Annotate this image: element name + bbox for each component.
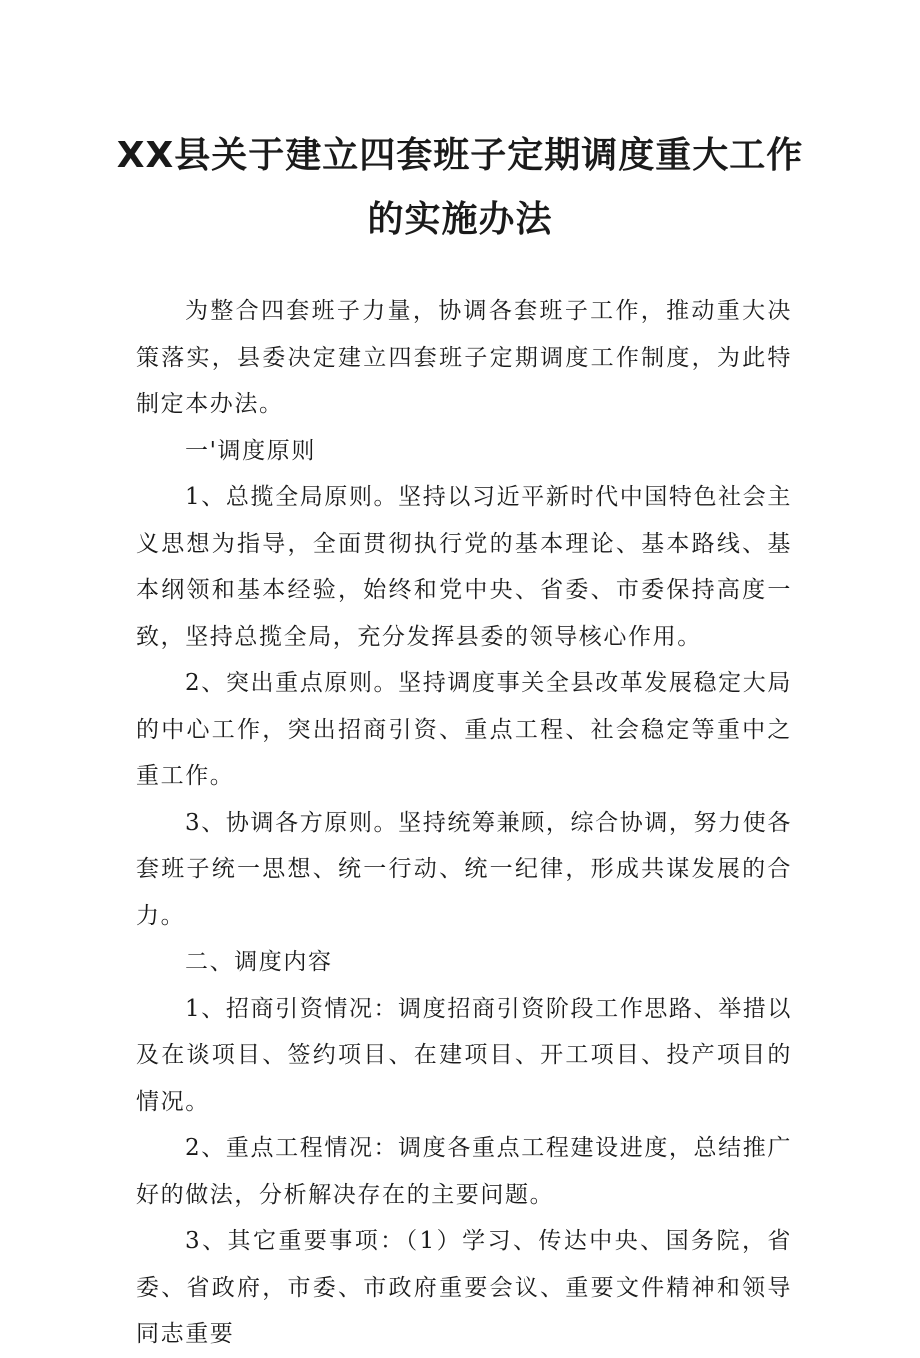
section-1-item-2: 2、突出重点原则。坚持调度事关全县改革发展稳定大局的中心工作，突出招商引资、重点工程、社会稳定等重中之重工作。	[136, 670, 792, 789]
section-2-heading: 二、调度内容	[185, 949, 333, 975]
section-1-item-3: 3、协调各方原则。坚持统筹兼顾，综合协调，努力使各套班子统一思想、统一行动、统一纪律，形成共谋发展的合力。	[136, 809, 792, 929]
section-1-heading: 一'调度原则	[185, 437, 316, 464]
section-2-item-3: 3、其它重要事项：（1）学习、传达中央、国务院，省委、省政府，市委、市政府重要会议、重要文件精神和领导同志重要	[136, 1228, 792, 1347]
section-2-item-2: 2、重点工程情况：调度各重点工程建设进度，总结推广好的做法，分析解决存在的主要问题。	[136, 1135, 792, 1208]
intro-paragraph: 为整合四套班子力量，协调各套班子工作，推动重大决策落实，县委决定建立四套班子定期调度工作制度，为此特制定本办法。	[136, 298, 792, 417]
document-title-line-2: 的实施办法	[367, 199, 553, 240]
section-1-item-1: 1、总揽全局原则。坚持以习近平新时代中国特色社会主义思想为指导，全面贯彻执行党的基本理论、基本路线、基本纲领和基本经验，始终和党中央、省委、市委保持高度一致，坚持总揽全局，充分发挥县委的领导核心作用。	[136, 484, 792, 650]
document-title-line-1: XX县关于建立四套班子定期调度重大工作	[116, 135, 804, 176]
document-body	[136, 288, 792, 1358]
section-2-item-1: 1、招商引资情况：调度招商引资阶段工作思路、举措以及在谈项目、签约项目、在建项目、开工项目、投产项目的情况。	[136, 995, 792, 1115]
